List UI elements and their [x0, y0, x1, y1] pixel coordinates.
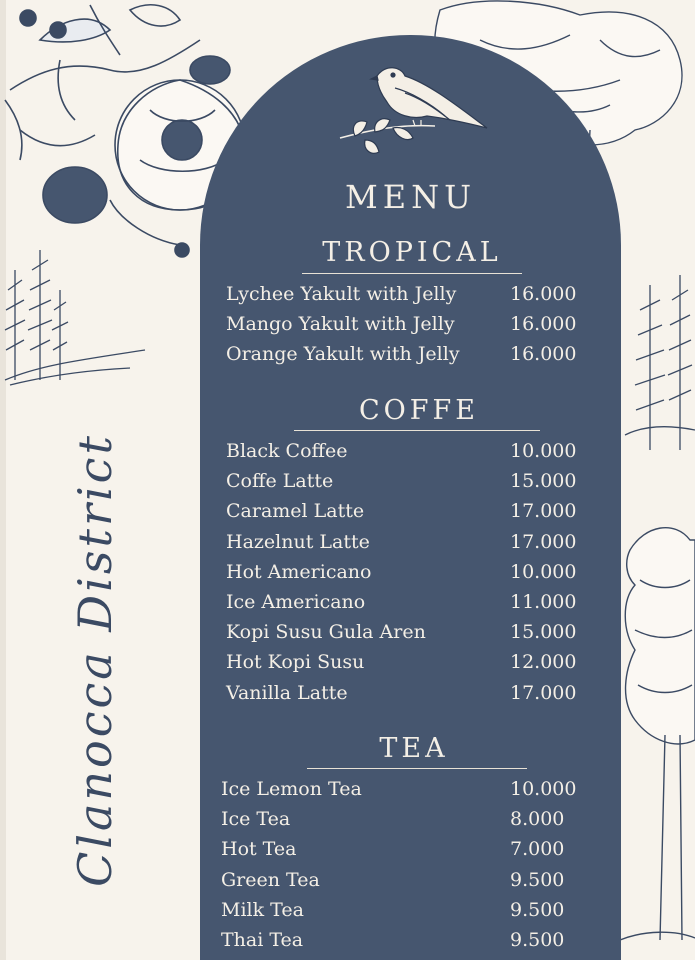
menu-title: MENU	[344, 178, 477, 216]
menu-item-name: Orange Yakult with Jelly	[226, 343, 460, 365]
menu-item-price: 12.000	[510, 651, 577, 673]
menu-item-name: Hot Tea	[221, 838, 297, 860]
menu-item-price: 16.000	[510, 283, 577, 305]
menu-item-name: Vanilla Latte	[226, 682, 348, 704]
menu-item-price: 10.000	[510, 561, 577, 583]
menu-item-name: Thai Tea	[221, 929, 304, 951]
menu-item-name: Black Coffee	[226, 440, 348, 462]
menu-item-price: 7.000	[510, 838, 565, 860]
section-title: TEA	[379, 733, 449, 764]
section-divider	[294, 430, 540, 431]
section-divider	[302, 273, 522, 274]
bird-icon	[335, 58, 495, 158]
menu-item-name: Lychee Yakult with Jelly	[226, 283, 457, 305]
tree-illustration-bottom-right	[620, 520, 695, 960]
menu-item-price: 15.000	[510, 470, 577, 492]
menu-item-price: 16.000	[510, 343, 577, 365]
menu-item-price: 10.000	[510, 440, 577, 462]
menu-item-name: Coffe Latte	[226, 470, 334, 492]
section-title: TROPICAL	[322, 237, 502, 268]
menu-item-name: Caramel Latte	[226, 500, 365, 522]
menu-item-price: 9.500	[510, 869, 565, 891]
menu-item-price: 9.500	[510, 929, 565, 951]
menu-item-name: Ice Tea	[221, 808, 291, 830]
menu-item-name: Milk Tea	[221, 899, 304, 921]
menu-item-name: Ice Lemon Tea	[221, 778, 362, 800]
menu-item-price: 17.000	[510, 531, 577, 553]
section-divider	[307, 768, 527, 769]
menu-item-price: 10.000	[510, 778, 577, 800]
menu-item-price: 17.000	[510, 500, 577, 522]
menu-item-price: 9.500	[510, 899, 565, 921]
menu-item-name: Mango Yakult with Jelly	[226, 313, 455, 335]
menu-item-name: Kopi Susu Gula Aren	[226, 621, 426, 643]
menu-item-price: 8.000	[510, 808, 565, 830]
menu-item-price: 17.000	[510, 682, 577, 704]
menu-item-price: 15.000	[510, 621, 577, 643]
forest-illustration-right	[620, 265, 695, 455]
menu-item-price: 11.000	[510, 591, 577, 613]
menu-item-name: Hot Kopi Susu	[226, 651, 365, 673]
forest-illustration-left	[0, 230, 150, 390]
menu-item-price: 16.000	[510, 313, 577, 335]
menu-item-name: Hazelnut Latte	[226, 531, 370, 553]
section-title: COFFE	[359, 395, 479, 426]
menu-item-name: Green Tea	[221, 869, 320, 891]
menu-item-name: Hot Americano	[226, 561, 372, 583]
brand-script-title: Clanocca District	[68, 433, 122, 887]
menu-item-name: Ice Americano	[226, 591, 366, 613]
